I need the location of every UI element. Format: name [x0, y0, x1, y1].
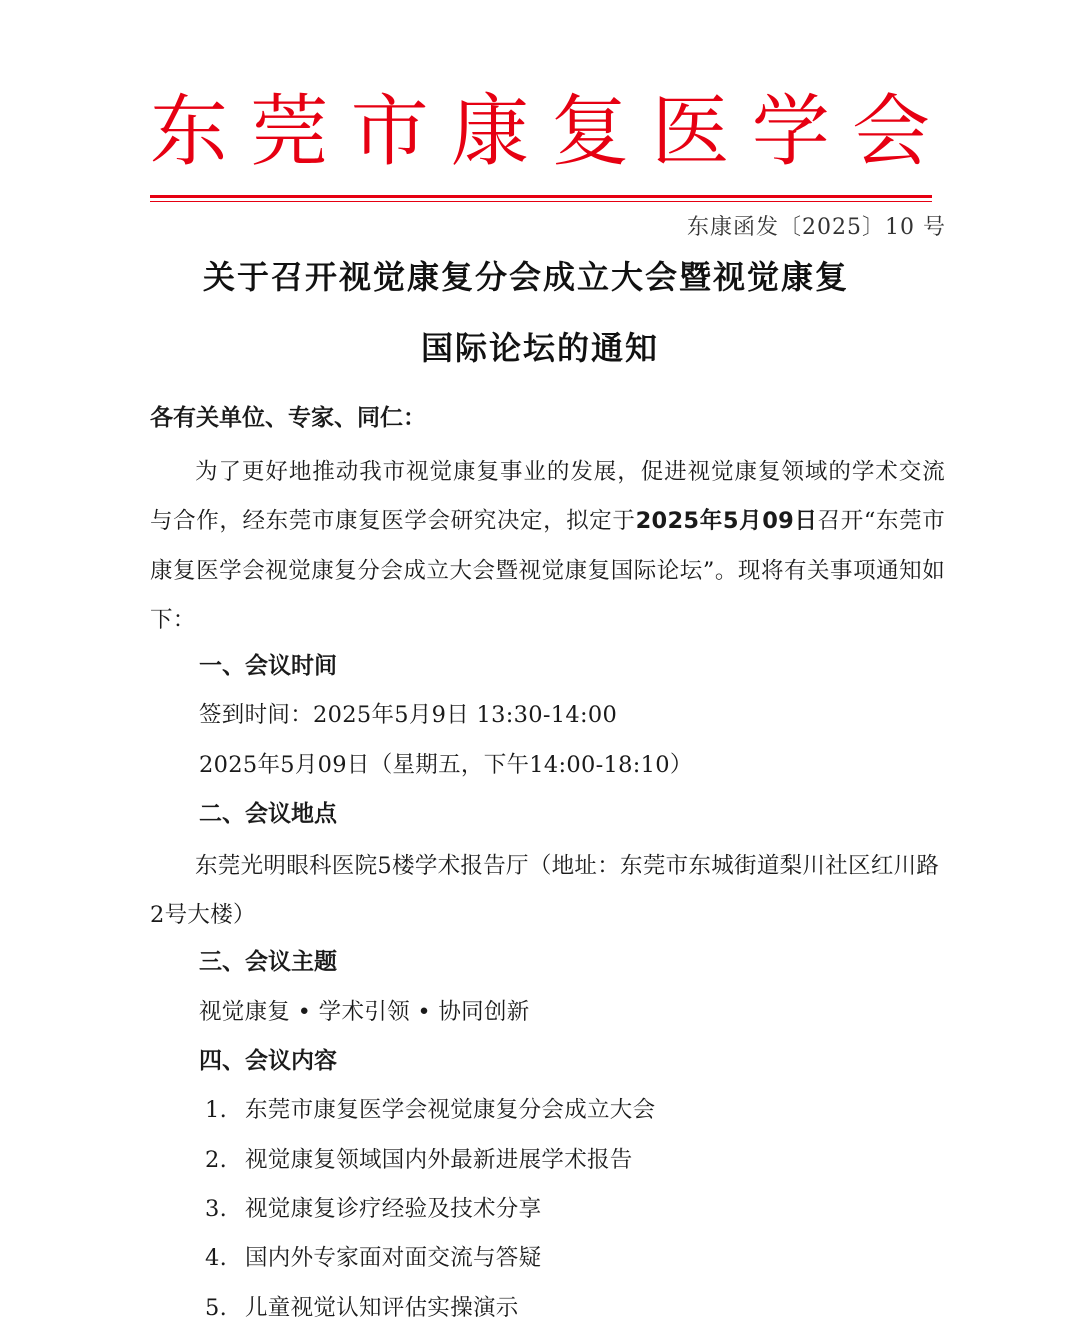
- notice-title-line-2: 国际论坛的通知: [420, 329, 659, 367]
- letterhead-divider-thick: [150, 195, 932, 198]
- content-list-item: [205, 1189, 541, 1229]
- letterhead-char: 复: [551, 87, 630, 177]
- salutation: 各有关单位、专家、同仁：: [150, 405, 426, 431]
- letterhead-char: 东: [150, 87, 229, 177]
- intro-paragraph: [150, 448, 945, 645]
- item-text: 儿童视觉认知评估实操演示: [245, 1295, 519, 1321]
- item-number: 1.: [205, 1097, 228, 1123]
- meeting-date-bold: 2025年5月09日: [635, 508, 818, 535]
- letterhead-char: 医: [651, 87, 730, 177]
- letterhead-divider-thin: [150, 201, 932, 202]
- item-number: 5.: [205, 1295, 228, 1321]
- content-list-item: [205, 1090, 655, 1130]
- section-heading-content: 四、会议内容: [199, 1048, 337, 1074]
- letterhead-title: [150, 82, 930, 182]
- section-heading-time: 一、会议时间: [199, 653, 337, 679]
- meeting-address: 东莞光明眼科医院5楼学术报告厅（地址：东莞市东城街道梨川社区红川路2号大楼）: [150, 853, 940, 929]
- item-text: 东莞市康复医学会视觉康复分会成立大会: [245, 1097, 656, 1123]
- meeting-time: 2025年5月09日（星期五，下午14:00-18:10）: [199, 752, 693, 778]
- item-number: 3.: [205, 1196, 228, 1222]
- letterhead-char: 市: [350, 87, 429, 177]
- intro-text-1: 为了更好地推动我市视觉康复事业的发展，促进视觉康复领域的学术交流与合作，经东莞市康复医学会研究决定，拟定于: [150, 459, 945, 535]
- letterhead-char: 会: [851, 87, 930, 177]
- item-text: 国内外专家面对面交流与答疑: [245, 1245, 542, 1271]
- letterhead-char: 康: [450, 87, 529, 177]
- letterhead-char: 学: [751, 87, 830, 177]
- signin-time: 签到时间：2025年5月9日 13:30-14:00: [199, 702, 618, 728]
- section-heading-theme: 三、会议主题: [199, 949, 337, 975]
- notice-title-line-1: 关于召开视觉康复分会成立大会暨视觉康复: [202, 258, 849, 296]
- item-text: 视觉康复领域国内外最新进展学术报告: [245, 1147, 633, 1173]
- letterhead-char: 莞: [250, 87, 329, 177]
- item-number: 4.: [205, 1245, 228, 1271]
- item-text: 视觉康复诊疗经验及技术分享: [245, 1196, 542, 1222]
- content-list-item: [205, 1288, 519, 1328]
- content-list-item: [205, 1140, 633, 1180]
- intro-text-2: 召开“东莞市康复医学会视觉康复分会成立大会暨视觉康复国际论坛”。现将有关事项通知如下：: [150, 508, 946, 633]
- content-list-item: [205, 1238, 541, 1278]
- meeting-theme: 视觉康复 • 学术引领 • 协同创新: [199, 999, 530, 1025]
- section-heading-place: 二、会议地点: [199, 801, 337, 827]
- item-number: 2.: [205, 1147, 228, 1173]
- document-number: 东康函发〔2025〕10 号: [687, 215, 946, 240]
